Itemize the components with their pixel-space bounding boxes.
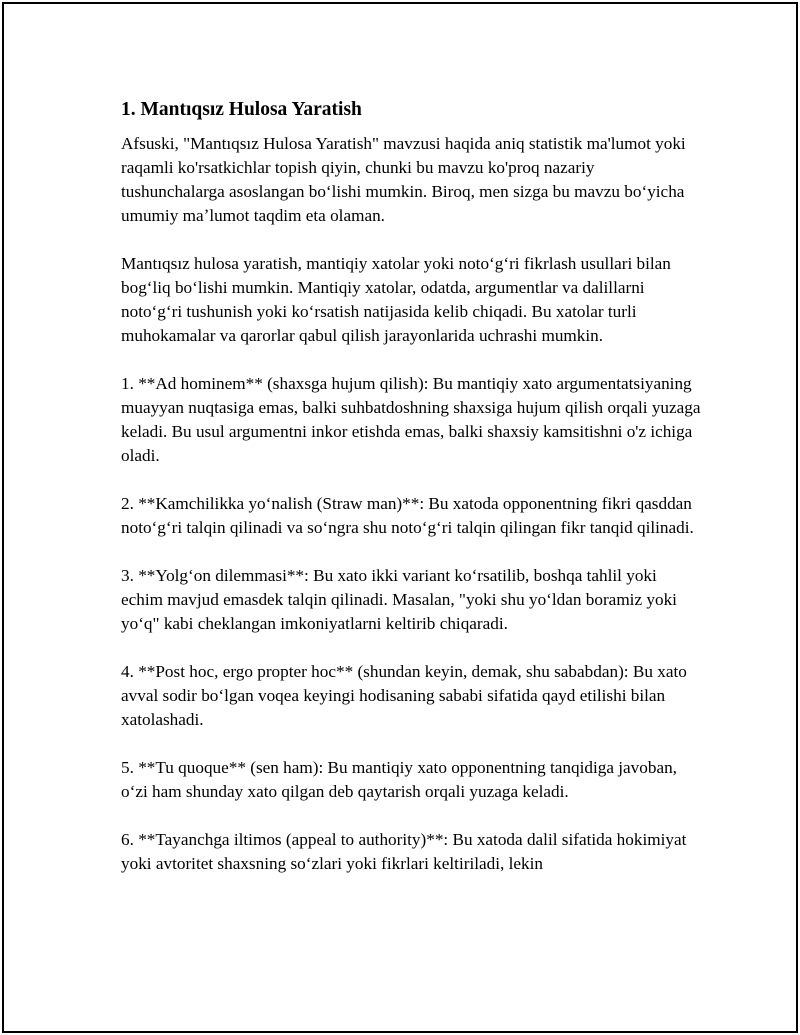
document-body bbox=[121, 98, 701, 900]
list-item-post-hoc: 4. **Post hoc, ergo propter hoc** (shundan keyin, demak, shu sababdan): Bu xato avval sodir boʻlgan voqea keyingi hodisaning sababi sifatida qayd etilishi bilan xatolashadi. bbox=[121, 662, 687, 729]
paragraph-overview: Mantıqsız hulosa yaratish, mantiqiy xatolar yoki notoʻgʻri fikrlash usullari bilan bogʻliq boʻlishi mumkin. Mantiqiy xatolar, odatda, argumentlar va dalillarni notoʻgʻri tushunish yoki koʻrsatish natijasida kelib chiqadi. Bu xatolar turli muhokamalar va qarorlar qabul qilish jarayonlarida uchrashi mumkin. bbox=[121, 254, 671, 345]
list-item-tu-quoque: 5. **Tu quoque** (sen ham): Bu mantiqiy xato opponentning tanqidiga javoban, oʻzi ham shunday xato qilgan deb qaytarish orqali yuzaga keladi. bbox=[121, 758, 677, 801]
list-item-appeal-to-authority: 6. **Tayanchga iltimos (appeal to authority)**: Bu xatoda dalil sifatida hokimiyat yoki avtoritet shaxsning soʻzlari yoki fikrlari keltiriladi, lekin bbox=[121, 830, 687, 873]
list-item-straw-man: 2. **Kamchilikka yoʻnalish (Straw man)**: Bu xatoda opponentning fikri qasddan notoʻgʻri talqin qilinadi va soʻngra shu notoʻgʻri talqin qilingan fikr tanqid qilinadi. bbox=[121, 494, 694, 537]
paragraph-intro: Afsuski, "Mantıqsız Hulosa Yaratish" mavzusi haqida aniq statistik ma'lumot yoki raqamli ko'rsatkichlar topish qiyin, chunki bu mavzu ko'proq nazariy tushunchalarga asoslangan boʻlishi mumkin. Biroq, men sizga bu mavzu boʻyicha umumiy maʼlumot taqdim eta olaman. bbox=[121, 134, 686, 225]
page-frame bbox=[2, 2, 798, 1033]
list-item-false-dilemma: 3. **Yolgʻon dilemmasi**: Bu xato ikki variant koʻrsatilib, boshqa tahlil yoki echim mavjud emasdek talqin qilinadi. Masalan, "yoki shu yoʻldan boramiz yoki yoʻq" kabi cheklangan imkoniyatlarni keltirib chiqaradi. bbox=[121, 566, 677, 633]
document-title: 1. Mantıqsız Hulosa Yaratish bbox=[121, 99, 362, 120]
list-item-ad-hominem: 1. **Ad hominem** (shaxsga hujum qilish): Bu mantiqiy xato argumentatsiyaning muayyan nuqtasiga emas, balki suhbatdoshning shaxsiga hujum qilish orqali yuzaga keladi. Bu usul argumentni inkor etishda emas, balki shaxsiy kamsitishni o'z ichiga oladi. bbox=[121, 374, 701, 465]
